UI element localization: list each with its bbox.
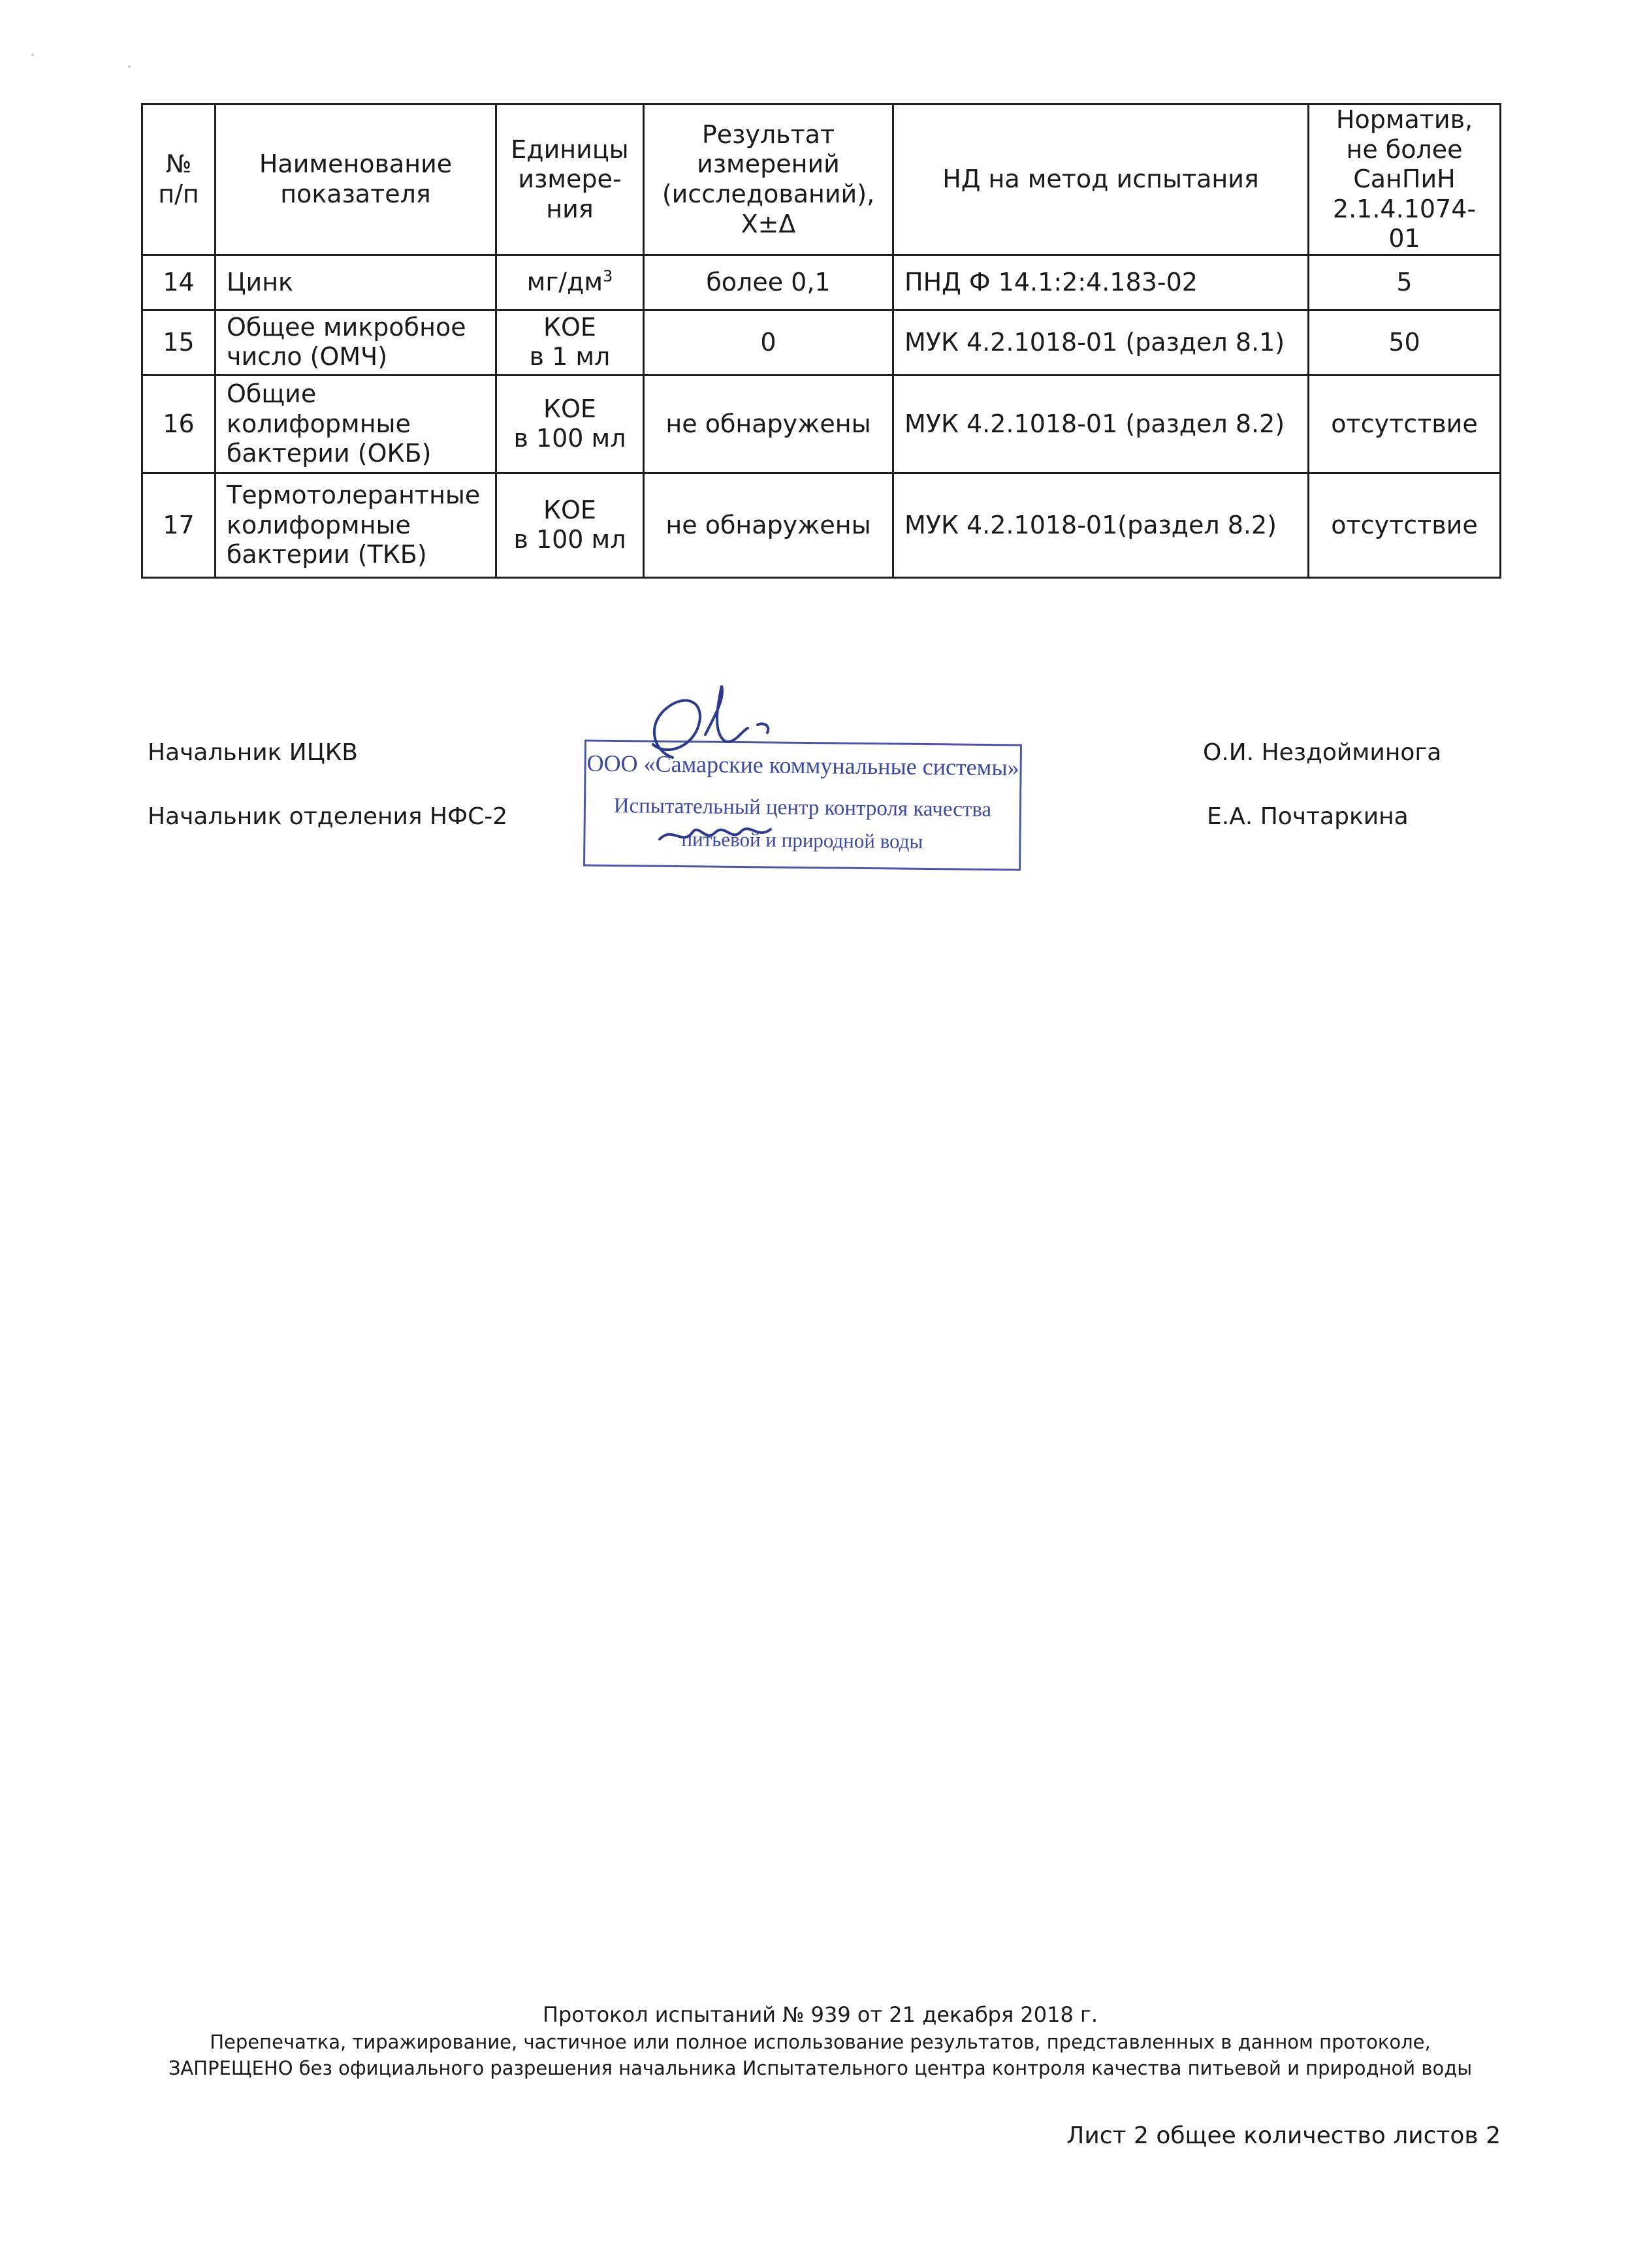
header-num: № п/п — [142, 104, 216, 255]
cell-units — [496, 375, 644, 473]
dept-name: Е.А. Почтаркина — [1207, 803, 1409, 830]
units-line: в 100 мл — [513, 424, 626, 453]
cell-name: Термотолерантные колиформные бактерии (ТКБ) — [216, 473, 496, 577]
dept-title: Начальник отделения НФС-2 — [148, 803, 508, 830]
notice-line: ЗАПРЕЩЕНО без официального разрешения начальника Испытательного центра контроля качества питьевой и природной воды — [168, 2057, 1473, 2079]
cell-method: МУК 4.2.1018-01 (раздел 8.2) — [893, 375, 1309, 473]
cell-method: МУК 4.2.1018-01(раздел 8.2) — [893, 473, 1309, 577]
units-base: мг/дм — [526, 268, 603, 296]
cell-method: МУК 4.2.1018-01 (раздел 8.1) — [893, 310, 1309, 375]
handwritten-signature — [653, 810, 784, 855]
units-line: в 100 мл — [513, 525, 626, 554]
header-result: Результат измерений (исследований), Х±Δ — [644, 104, 893, 255]
cell-num: 17 — [142, 473, 216, 577]
cell-norm: 50 — [1309, 310, 1501, 375]
stamp-line: питьевой и природной воды — [681, 827, 923, 853]
units-superscript: 3 — [603, 267, 613, 286]
cell-result: не обнаружены — [644, 473, 893, 577]
cell-result: более 0,1 — [644, 255, 893, 310]
units-line: КОЕ — [543, 394, 596, 423]
cell-method: ПНД Ф 14.1:2:4.183-02 — [893, 255, 1309, 310]
table-row — [142, 473, 1501, 577]
cell-norm: отсутствие — [1309, 375, 1501, 473]
table-row — [142, 310, 1501, 375]
head-title: Начальник ИЦКВ — [148, 739, 358, 766]
units-line: в 1 мл — [529, 342, 611, 372]
cell-units — [496, 310, 644, 375]
notice-line: Перепечатка, тиражирование, частичное или полное использование результатов, представленных в данном протоколе, — [210, 2031, 1431, 2053]
sheet-count: Лист 2 общее количество листов 2 — [1066, 2122, 1501, 2149]
cell-name: Общие колиформные бактерии (ОКБ) — [216, 375, 496, 473]
head-name: О.И. Нездойминога — [1203, 739, 1442, 766]
table-header-row — [142, 104, 1501, 255]
protocol-title: Протокол испытаний № 939 от 21 декабря 2018 г. — [542, 2002, 1098, 2027]
scan-speck — [31, 54, 34, 56]
stamp-line: ООО «Самарские коммунальные системы» — [586, 750, 1019, 781]
header-norm: Норматив, не более СанПиН 2.1.4.1074-01 — [1309, 104, 1501, 255]
table-row — [142, 375, 1501, 473]
header-name: Наименование показателя — [216, 104, 496, 255]
cell-units — [496, 473, 644, 577]
units-line: КОЕ — [543, 312, 596, 342]
cell-num: 15 — [142, 310, 216, 375]
handwritten-signature — [627, 679, 797, 777]
cell-result: не обнаружены — [644, 375, 893, 473]
results-table — [141, 103, 1501, 579]
header-method: НД на метод испытания — [893, 104, 1309, 255]
cell-name: Цинк — [216, 255, 496, 310]
table-row — [142, 255, 1501, 310]
cell-norm: 5 — [1309, 255, 1501, 310]
units-line: КОЕ — [543, 495, 596, 524]
header-units: Единицы измере-ния — [496, 104, 644, 255]
cell-num: 16 — [142, 375, 216, 473]
cell-norm: отсутствие — [1309, 473, 1501, 577]
cell-num: 14 — [142, 255, 216, 310]
cell-result: 0 — [644, 310, 893, 375]
cell-name: Общее микробное число (ОМЧ) — [216, 310, 496, 375]
cell-units — [496, 255, 644, 310]
stamp-line: Испытательный центр контроля качества — [613, 793, 992, 822]
scan-speck — [128, 65, 131, 68]
